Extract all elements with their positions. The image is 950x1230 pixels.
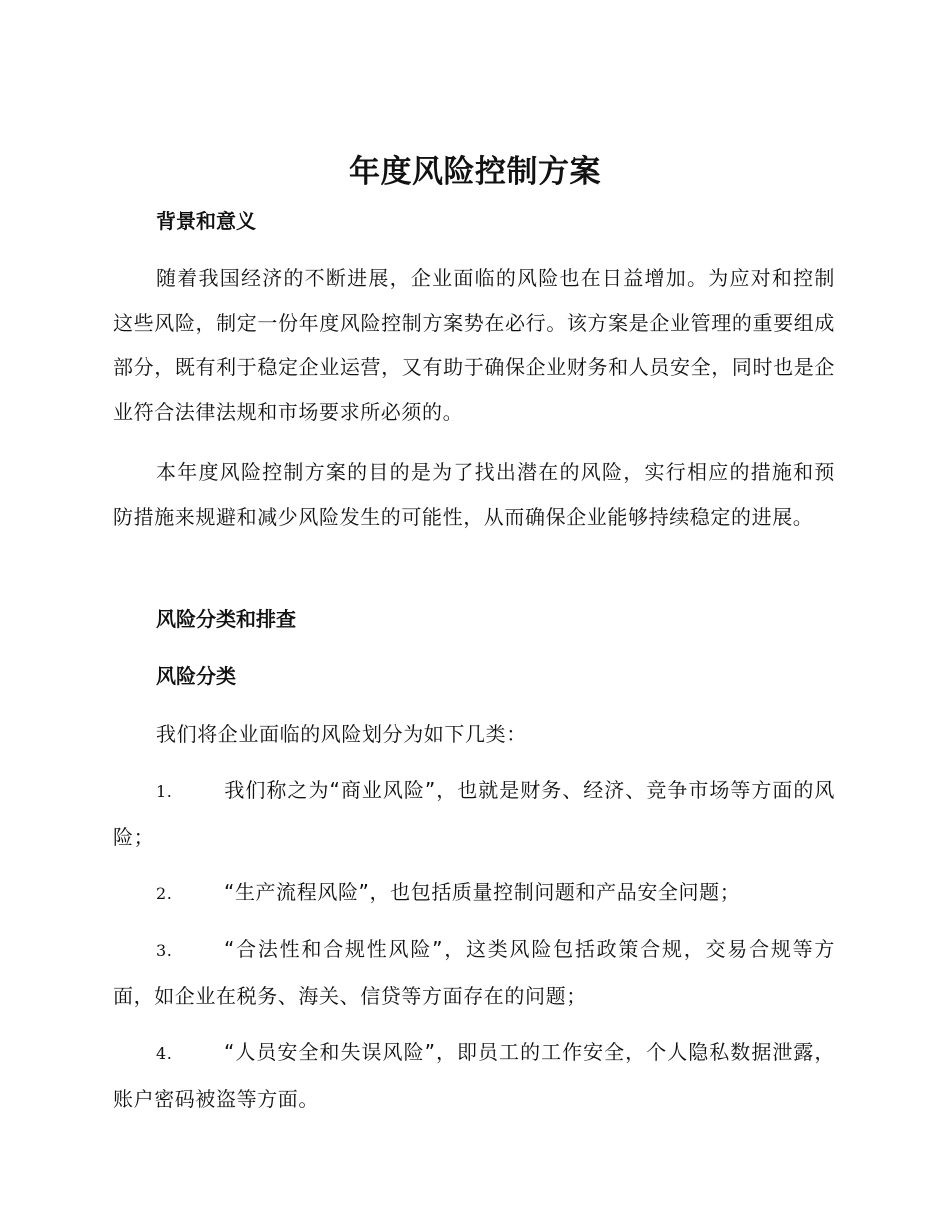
risk-list-item-2	[113, 870, 835, 917]
list-number: 3.	[156, 941, 173, 960]
risk-list-item-3	[113, 927, 835, 1018]
list-number: 1.	[156, 782, 173, 801]
document-title: 年度风险控制方案	[349, 154, 601, 190]
list-number: 4.	[156, 1044, 173, 1063]
list-number: 2.	[156, 884, 173, 903]
list-item-text: “生产流程风险”，也包括质量控制问题和产品安全问题；	[224, 880, 741, 904]
list-item-text: “合法性和合规性风险”，这类风险包括政策合规，交易合规等方面，如企业在税务、海关、信贷等方面存在的问题；	[113, 937, 835, 1008]
section-heading-classification: 风险分类和排查	[156, 607, 296, 631]
subsection-heading-risk-classes: 风险分类	[156, 664, 236, 688]
list-item-text: 我们称之为“商业风险”，也就是财务、经济、竞争市场等方面的风险；	[113, 778, 835, 849]
paragraph-classification-intro: 我们将企业面临的风险划分为如下几类：	[156, 722, 527, 746]
risk-list-item-4	[113, 1030, 835, 1121]
paragraph-background-2: 本年度风险控制方案的目的是为了找出潜在的风险，实行相应的措施和预防措施来规避和减少风险发生的可能性，从而确保企业能够持续稳定的进展。	[113, 460, 835, 529]
risk-list-item-1	[113, 768, 835, 859]
paragraph-background-1: 随着我国经济的不断进展，企业面临的风险也在日益增加。为应对和控制这些风险，制定一份年度风险控制方案势在必行。该方案是企业管理的重要组成部分，既有利于稳定企业运营，又有助于确保企业财务和人员安全，同时也是企业符合法律法规和市场要求所必须的。	[113, 266, 835, 424]
section-heading-background: 背景和意义	[156, 209, 256, 233]
list-item-text: “人员安全和失误风险”，即员工的工作安全，个人隐私数据泄露，账户密码被盗等方面。	[113, 1040, 835, 1111]
